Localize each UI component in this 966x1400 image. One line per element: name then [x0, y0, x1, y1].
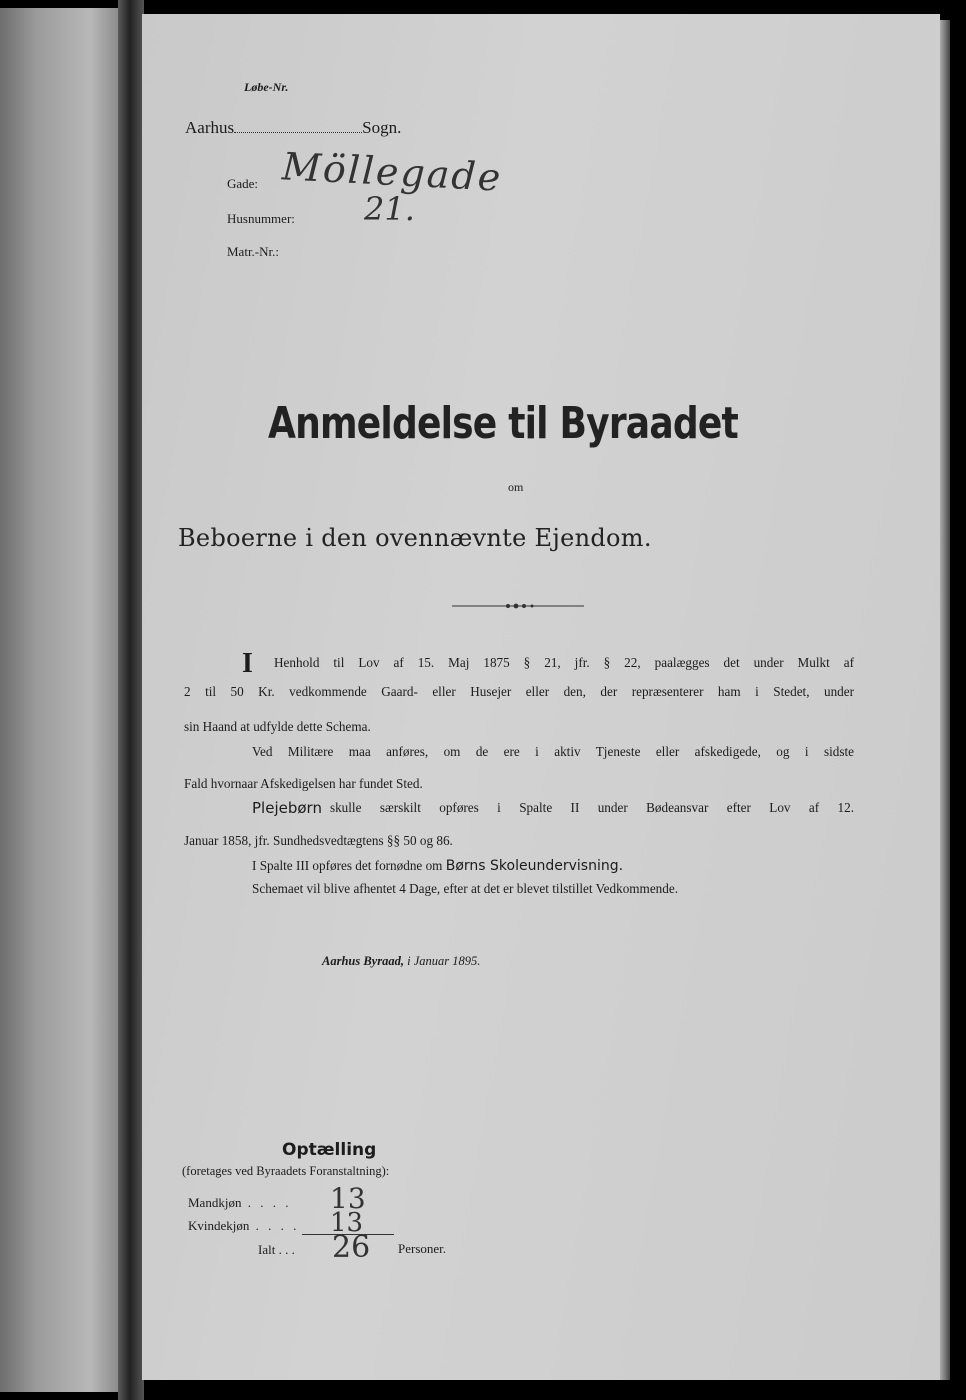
signature-date: i Januar 1895.	[407, 954, 481, 968]
signature-line	[322, 954, 480, 969]
paragraph-4	[252, 859, 623, 873]
drop-initial: I	[242, 648, 253, 679]
parish-line	[185, 118, 401, 138]
parish-label: Sogn.	[362, 118, 402, 137]
document-title: Anmeldelse til Byraadet	[268, 398, 738, 449]
matr-nr-label: Matr.-Nr.:	[227, 244, 279, 259]
house-number-label: Husnummer:	[227, 211, 295, 226]
female-label: Kvindekjøn	[188, 1218, 250, 1233]
paragraph-2-line-2: Fald hvornaar Afskedigelsen har fundet Sted.	[184, 776, 423, 791]
paragraph-1-line-1: Henhold til Lov af 15. Maj 1875 § 21, jfr. § 22, paalægges det under Mulkt af	[274, 655, 854, 670]
house-number-handwritten-value: 21.	[364, 190, 415, 228]
count-note: (foretages ved Byraadets Foranstaltning):	[182, 1164, 390, 1178]
parish-dotted-line	[234, 132, 362, 133]
paragraph-1-line-3: sin Haand at udfylde dette Schema.	[184, 719, 371, 734]
paragraph-2-line-1: Ved Militære maa anføres, om de ere i aktiv Tjeneste eller afskedigede, og i sidste	[252, 744, 854, 759]
title-connector: om	[508, 480, 524, 494]
male-count-value: 13	[330, 1182, 366, 1215]
page-edge	[940, 20, 950, 1380]
male-label: Mandkjøn	[188, 1195, 242, 1210]
female-count-row: Kvindekjøn . . . .	[188, 1218, 300, 1233]
lobe-nr-label: Løbe-Nr.	[244, 80, 289, 94]
book-gutter	[118, 0, 144, 1400]
male-count-row: Mandkjøn . . . .	[188, 1195, 292, 1210]
street-handwritten-value: Möllegade	[280, 144, 504, 200]
document-subtitle: Beboerne i den ovennævnte Ejendom.	[178, 524, 652, 552]
paragraph-3-line-1-rest: skulle særskilt opføres i Spalte II under Bødeansvar efter Lov af 12.	[329, 800, 854, 815]
paragraph-3-line-1	[252, 801, 854, 816]
city-name: Aarhus	[185, 118, 235, 137]
paragraph-5: Schemaet vil blive afhentet 4 Dage, efter at det er blevet tilstillet Vedkommende.	[252, 881, 679, 896]
female-count-value: 13	[330, 1208, 364, 1238]
street-label: Gade:	[227, 176, 259, 191]
paragraph-3-line-2: Januar 1858, jfr. Sundhedsvedtægtens §§ 50 og 86.	[184, 833, 453, 848]
paragraph-4-start: I Spalte III opføres det fornødne om	[252, 858, 443, 873]
plejeborn-emphasis: Plejebørn	[252, 799, 322, 817]
persons-label: Personer.	[398, 1241, 447, 1256]
skoleundervisning-emphasis: Børns Skoleundervisning.	[445, 858, 624, 874]
signature-authority: Aarhus Byraad,	[322, 954, 404, 968]
left-facing-page	[0, 8, 120, 1392]
document-page	[142, 14, 940, 1380]
total-label: Ialt	[258, 1242, 276, 1257]
total-count-row: Ialt . . .	[258, 1242, 295, 1257]
ornamental-rule	[450, 600, 586, 612]
total-count-value: 26	[332, 1230, 371, 1265]
paragraph-1-line-2: 2 til 50 Kr. vedkommende Gaard- eller Husejer eller den, der repræsenterer ham i Stedet, under	[184, 684, 854, 699]
count-heading: Optælling	[282, 1140, 377, 1160]
